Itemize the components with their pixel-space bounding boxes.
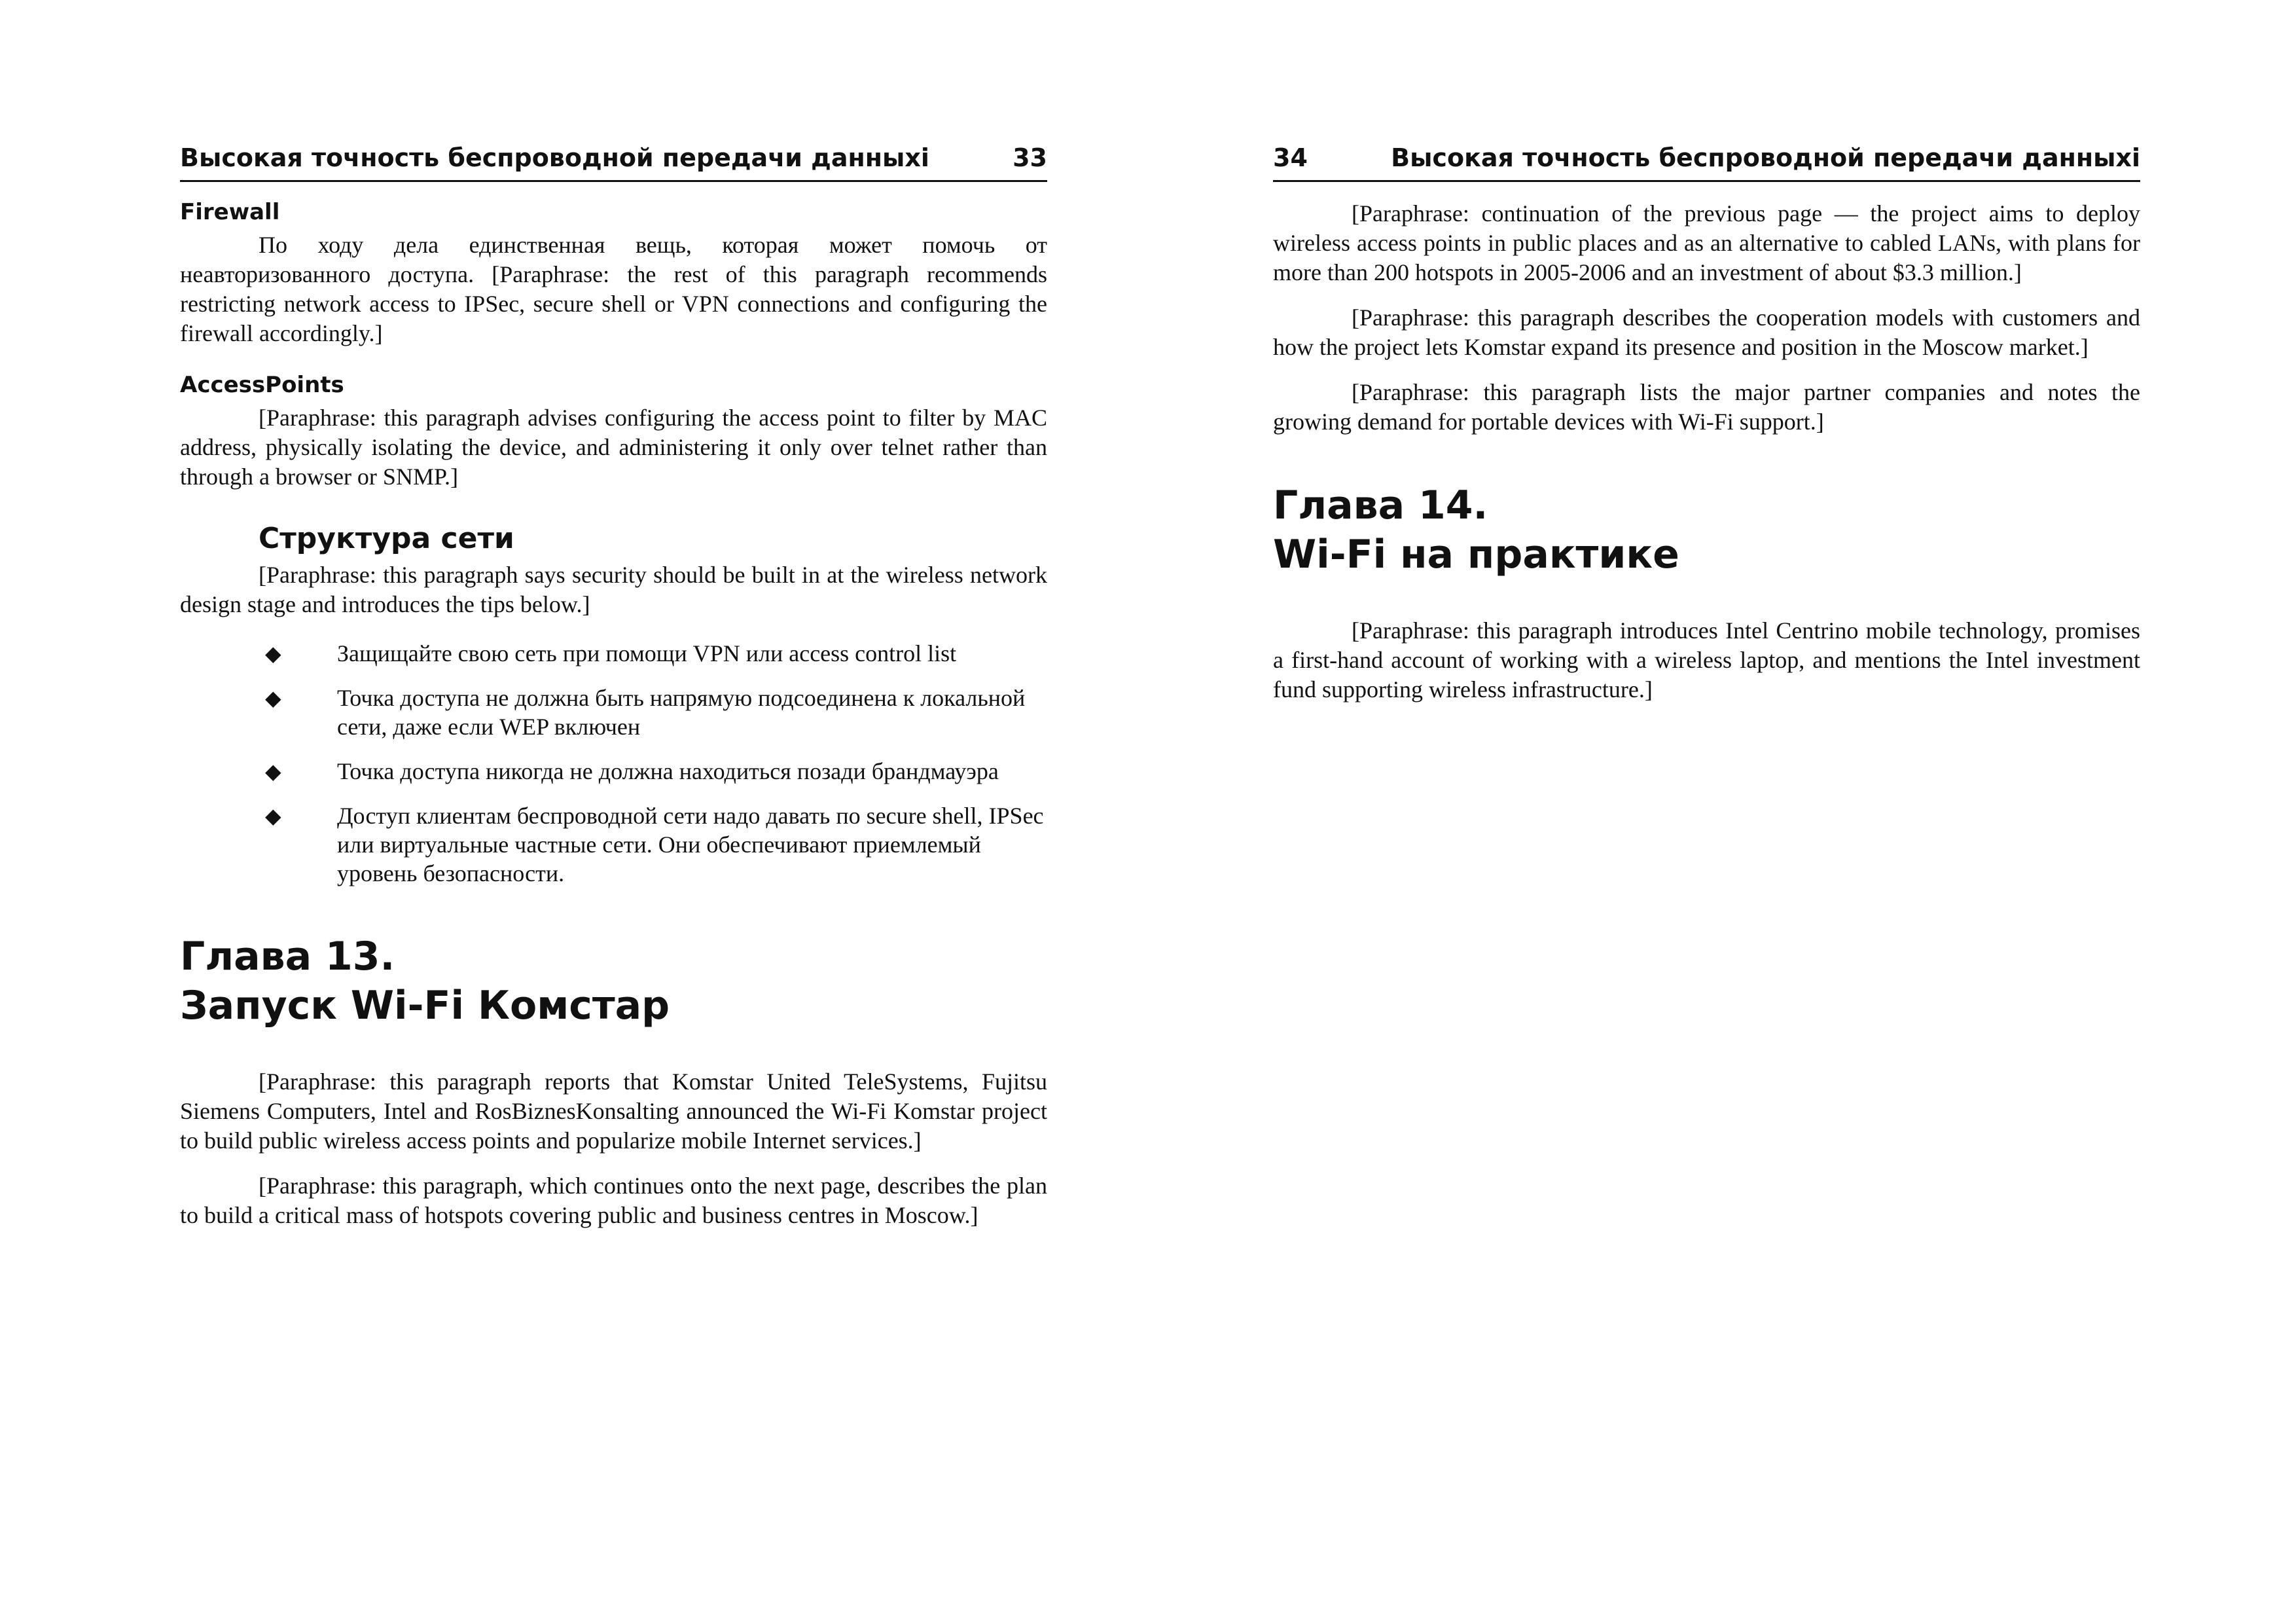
left-running-head [180, 128, 1047, 182]
chapter-14-number: Глава 14. [1273, 483, 1488, 528]
chapter-14-paragraph: [Paraphrase: this paragraph introduces Intel Centrino mobile technology, promises a first-hand account of working with a wireless laptop, and mentions the Intel investment fund supporting wireless infrastructure.] [1273, 617, 2140, 702]
right-running-head [1273, 128, 2140, 182]
firewall-paragraph: По ходу дела единственная вещь, которая может помочь от неавторизованного доступа. [Paraphrase: the rest of this paragraph recommends restricting network access to IPSec, secure shell or VPN connections and configuring the firewall accordingly.] [180, 232, 1047, 346]
network-structure-heading: Структура сети [259, 522, 514, 555]
accesspoints-heading: AccessPoints [180, 372, 344, 398]
right-page [1273, 128, 2140, 1568]
chapter-13-heading [180, 932, 1047, 1030]
chapter-13-title: Запуск Wi-Fi Комстар [180, 983, 670, 1029]
chapter-13-paragraph-2: [Paraphrase: this paragraph, which continues onto the next page, describes the plan to build a critical mass of hotspots covering public and business centres in Moscow.] [180, 1173, 1047, 1228]
list-item: ◆ Точка доступа никогда не должна находиться позади брандмауэра [259, 757, 1047, 786]
left-page [180, 128, 1047, 1568]
chapter-13-number: Глава 13. [180, 934, 395, 979]
left-page-content [180, 182, 1047, 1230]
right-paragraph-1: [Paraphrase: continuation of the previous page — the project aims to deploy wireless access points in public places and as an alternative to cabled LANs, with plans for more than 200 hotspots in 2005-2006 and an investment of about $3.3 million.] [1273, 200, 2140, 285]
chapter-13-paragraph-1: [Paraphrase: this paragraph reports that Komstar United TeleSystems, Fujitsu Siemens Computers, Intel and RosBiznesKonsalting announced the Wi-Fi Komstar project to build public wireless access points and popularize mobile Internet services.] [180, 1068, 1047, 1154]
security-tips-list [180, 639, 1047, 888]
right-paragraph-3: [Paraphrase: this paragraph lists the major partner companies and notes the growing demand for portable devices with Wi-Fi support.] [1273, 379, 2140, 435]
list-item: ◆ Точка доступа не должна быть напрямую подсоединена к локальной сети, даже если WEP включен [259, 684, 1047, 741]
left-running-title: Высокая точность беспроводной передачи данныхi [180, 143, 929, 172]
network-structure-paragraph: [Paraphrase: this paragraph says security should be built in at the wireless network design stage and introduces the tips below.] [180, 562, 1047, 617]
right-paragraph-2: [Paraphrase: this paragraph describes the cooperation models with customers and how the project lets Komstar expand its presence and position in the Moscow market.] [1273, 304, 2140, 360]
list-item: ◆ Доступ клиентам беспроводной сети надо давать по secure shell, IPSec или виртуальные частные сети. Они обеспечивают приемлемый уровень безопасности. [259, 801, 1047, 888]
right-page-number: 34 [1273, 143, 1308, 172]
chapter-14-heading [1273, 481, 2140, 579]
firewall-heading: Firewall [180, 199, 280, 225]
accesspoints-paragraph: [Paraphrase: this paragraph advises configuring the access point to filter by MAC address, physically isolating the device, and administering it only over telnet rather than through a browser or SNMP.] [180, 405, 1047, 490]
right-running-title: Высокая точность беспроводной передачи данныхi [1391, 143, 2140, 172]
list-item: ◆ Защищайте свою сеть при помощи VPN или access control list [259, 639, 1047, 668]
right-page-content [1273, 182, 2140, 704]
chapter-14-title: Wi-Fi на практике [1273, 532, 1679, 577]
left-page-number: 33 [1013, 143, 1047, 172]
